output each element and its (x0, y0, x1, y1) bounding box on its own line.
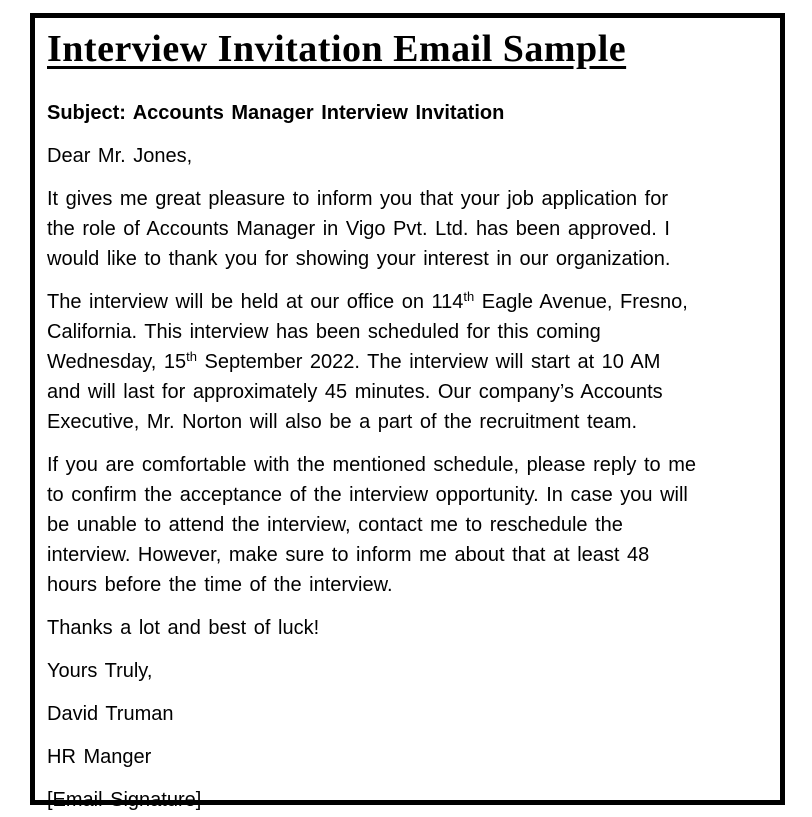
paragraph (47, 699, 766, 729)
body-line: The interview will be held at our office on 114th Eagle Avenue, Fresno, (47, 289, 688, 313)
paragraph (47, 450, 766, 600)
email-body (47, 184, 766, 600)
superscript-text: th (463, 289, 475, 304)
paragraph (47, 613, 766, 643)
body-line: hours before the time of the interview. (47, 574, 393, 596)
body-line: to confirm the acceptance of the interview opportunity. In case you will (47, 484, 688, 506)
paragraph (47, 184, 766, 274)
document-frame (30, 13, 785, 811)
paragraph (47, 742, 766, 772)
body-line: interview. However, make sure to inform me about that at least 48 (47, 544, 650, 566)
paragraph (47, 785, 766, 815)
body-line: Wednesday, 15th September 2022. The interview will start at 10 AM (47, 349, 661, 373)
paragraph (47, 287, 766, 437)
body-line: If you are comfortable with the mentioned schedule, please reply to me (47, 454, 697, 476)
body-line: would like to thank you for showing your interest in our organization. (47, 248, 671, 270)
email-closing (47, 613, 766, 815)
paragraph (47, 656, 766, 686)
closing-line: [Email Signature] (47, 789, 202, 811)
subject-line: Subject: Accounts Manager Interview Invitation (47, 102, 505, 124)
superscript-text: th (186, 349, 197, 364)
body-line: be unable to attend the interview, contact me to reschedule the (47, 514, 623, 536)
body-line: California. This interview has been scheduled for this coming (47, 321, 601, 343)
body-line: the role of Accounts Manager in Vigo Pvt. Ltd. has been approved. I (47, 218, 670, 240)
page-title: Interview Invitation Email Sample (47, 28, 627, 70)
body-line: and will last for approximately 45 minutes. Our company’s Accounts (47, 381, 663, 403)
closing-line: HR Manger (47, 746, 152, 768)
closing-line: Thanks a lot and best of luck! (47, 617, 320, 639)
body-line: It gives me great pleasure to inform you that your job application for (47, 188, 668, 210)
body-line: Executive, Mr. Norton will also be a part of the recruitment team. (47, 411, 638, 433)
closing-line: Yours Truly, (47, 660, 153, 682)
salutation: Dear Mr. Jones, (47, 145, 193, 167)
closing-line: David Truman (47, 703, 174, 725)
